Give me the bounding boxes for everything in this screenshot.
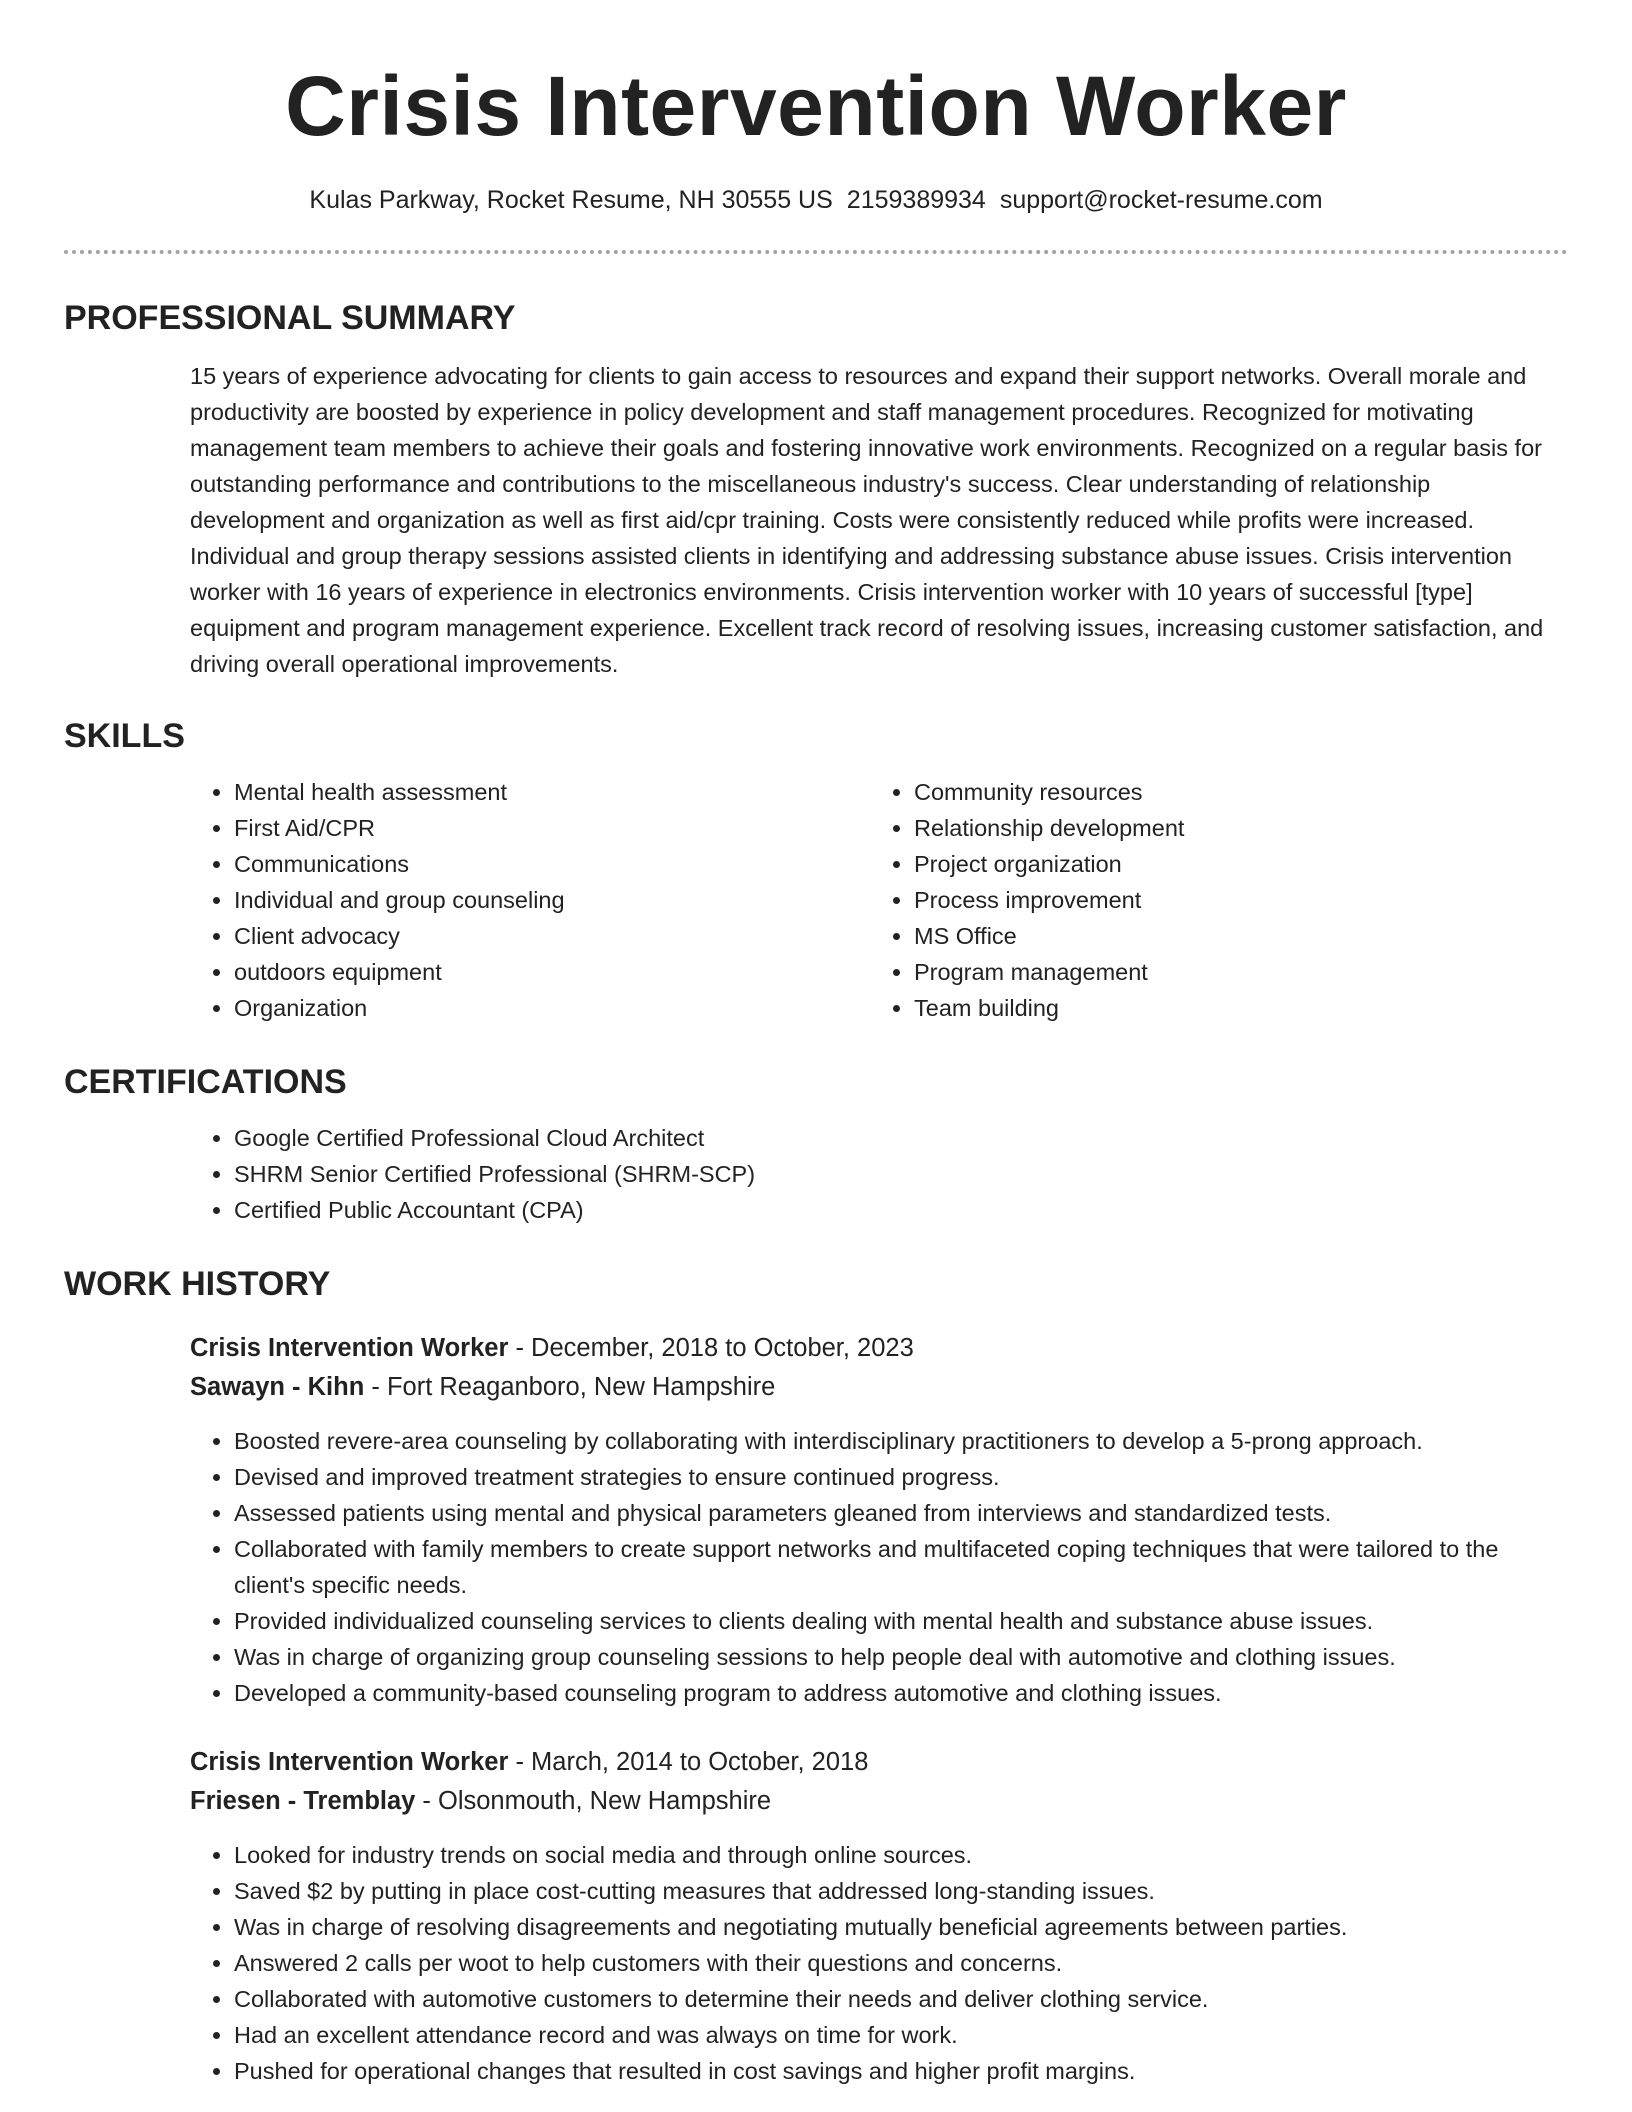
job-role: Crisis Intervention Worker [190, 1334, 509, 1362]
job-entry [64, 1329, 1568, 1711]
job-company-line [190, 1782, 1568, 1821]
job-location: - Fort Reaganboro, New Hampshire [364, 1373, 776, 1401]
job-bullet: • Was in charge of resolving disagreements and negotiating mutually beneficial agreements between parties. [234, 1909, 1568, 1945]
certifications-title: CERTIFICATIONS [64, 1063, 347, 1101]
job-bullet: • Pushed for operational changes that resulted in cost savings and higher profit margins. [234, 2053, 1568, 2089]
job-entry [64, 1743, 1568, 2089]
work-history-section [64, 1264, 1568, 1304]
certification-item: • Google Certified Professional Cloud Architect [234, 1120, 1568, 1156]
skill-item: • Relationship development [914, 810, 1550, 846]
job-role: Crisis Intervention Worker [190, 1748, 509, 1776]
certification-item: • SHRM Senior Certified Professional (SHRM-SCP) [234, 1156, 1568, 1192]
job-company: Sawayn - Kihn [190, 1373, 365, 1401]
job-bullet: • Devised and improved treatment strategies to ensure continued progress. [234, 1459, 1568, 1495]
skills-left-column [190, 774, 870, 1026]
resume-name: Crisis Intervention Worker [285, 59, 1347, 153]
skill-item: • Program management [914, 954, 1550, 990]
skill-item: • Client advocacy [234, 918, 870, 954]
skills-right-column [870, 774, 1550, 1026]
contact-phone: 2159389934 [846, 186, 986, 214]
skill-item: • MS Office [914, 918, 1550, 954]
job-bullet: • Saved $2 by putting in place cost-cutting measures that addressed long-standing issues. [234, 1873, 1568, 1909]
job-location: - Olsonmouth, New Hampshire [415, 1787, 772, 1815]
summary-text: 15 years of experience advocating for clients to gain access to resources and expand their support networks. Overall morale and productivity are boosted by experience in policy development and staff management procedures. Recognized for motivating management team members to achieve their goals and fostering innovative work environments. Recognized on a regular basis for outstanding performance and contributions to the miscellaneous industry's success. Clear understanding of relationship development and organization as well as first aid/cpr training. Costs were consistently reduced while profits were increased. Individual and group therapy sessions assisted clients in identifying and addressing substance abuse issues. Crisis intervention worker with 16 years of experience in electronics environments. Crisis intervention worker with 10 years of successful [type] equipment and program management experience. Excellent track record of resolving issues, increasing customer satisfaction, and driving overall operational improvements. [190, 363, 1544, 677]
skills-title: SKILLS [64, 717, 185, 755]
skill-item: • Process improvement [914, 882, 1550, 918]
job-dates: - December, 2018 to October, 2023 [508, 1334, 914, 1362]
job-bullet: • Developed a community-based counseling program to address automotive and clothing issues. [234, 1675, 1568, 1711]
summary-title: PROFESSIONAL SUMMARY [64, 299, 516, 337]
job-bullets [190, 1837, 1568, 2089]
job-bullet: • Had an excellent attendance record and was always on time for work. [234, 2017, 1568, 2053]
job-bullet: • Was in charge of organizing group counseling sessions to help people deal with automotive and clothing issues. [234, 1639, 1568, 1675]
skill-item: • Mental health assessment [234, 774, 870, 810]
skill-item: • Project organization [914, 846, 1550, 882]
job-title-line [190, 1329, 1568, 1368]
job-bullet: • Boosted revere-area counseling by collaborating with interdisciplinary practitioners to develop a 5-prong approach. [234, 1423, 1568, 1459]
skill-item: • Communications [234, 846, 870, 882]
skill-item: • Individual and group counseling [234, 882, 870, 918]
certifications-section [64, 1062, 1568, 1228]
skill-item: • Community resources [914, 774, 1550, 810]
header-divider [64, 250, 1568, 254]
job-bullet: • Collaborated with automotive customers to determine their needs and deliver clothing service. [234, 1981, 1568, 2017]
job-company-line [190, 1368, 1568, 1407]
contact-email: support@rocket-resume.com [999, 186, 1323, 214]
skill-item: • Organization [234, 990, 870, 1026]
job-bullets [190, 1423, 1568, 1711]
job-company: Friesen - Tremblay [190, 1787, 416, 1815]
skills-columns [190, 774, 1568, 1026]
skill-item: • First Aid/CPR [234, 810, 870, 846]
skill-item: • Team building [914, 990, 1550, 1026]
work-history-title: WORK HISTORY [64, 1265, 331, 1303]
job-title-line [190, 1743, 1568, 1782]
job-dates: - March, 2014 to October, 2018 [508, 1748, 869, 1776]
job-bullet: • Assessed patients using mental and physical parameters gleaned from interviews and standardized tests. [234, 1495, 1568, 1531]
summary-section [64, 298, 1568, 682]
job-bullet: • Provided individualized counseling services to clients dealing with mental health and substance abuse issues. [234, 1603, 1568, 1639]
contact-line [64, 184, 1568, 216]
job-bullet: • Answered 2 calls per woot to help customers with their questions and concerns. [234, 1945, 1568, 1981]
job-bullet: • Looked for industry trends on social media and through online sources. [234, 1837, 1568, 1873]
job-bullet: • Collaborated with family members to create support networks and multifaceted coping techniques that were tailored to the client's specific needs. [234, 1531, 1568, 1603]
contact-address: Kulas Parkway, Rocket Resume, NH 30555 US [309, 186, 833, 214]
skill-item: • outdoors equipment [234, 954, 870, 990]
skills-section [64, 716, 1568, 1026]
certification-item: • Certified Public Accountant (CPA) [234, 1192, 1568, 1228]
